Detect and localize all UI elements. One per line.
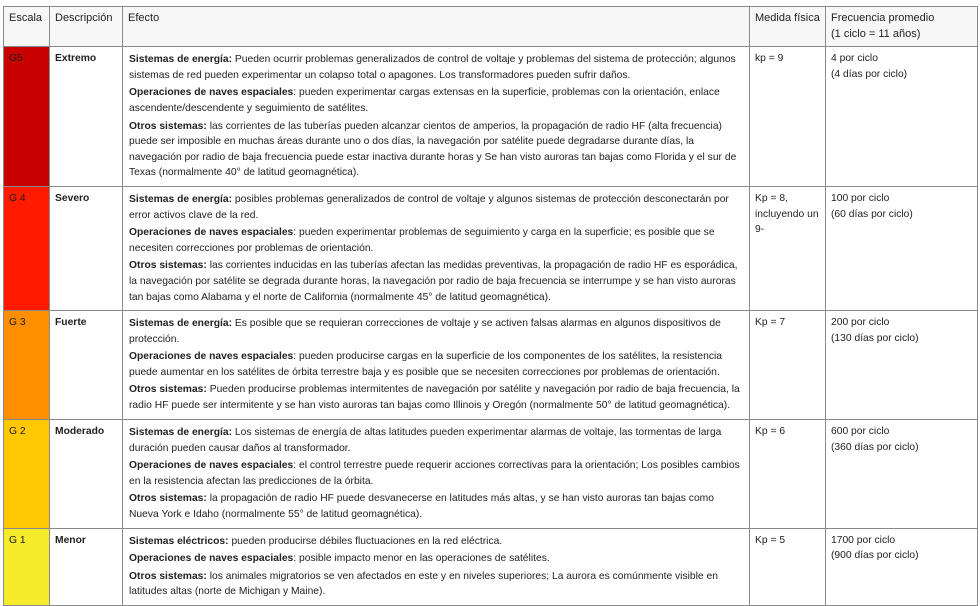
effect-power — [129, 316, 743, 347]
effect-label: Sistemas eléctricos: — [129, 535, 229, 547]
header-frequency-subtitle: (1 ciclo = 11 años) — [831, 27, 921, 40]
effect-other — [129, 491, 743, 522]
frequency-days: (360 días por ciclo) — [831, 441, 919, 453]
effect-label: Otros sistemas: — [129, 570, 207, 582]
effect-text: las corrientes inducidas en las tuberías afectan las medidas preventivas, la propagación de radio HF es esporádica, la navegación por satélite se degrada durante horas, la navegación por radio de baja frecuencia se interrumpe y se han visto auroras tan bajas como Alabama y el norte de California (normalmente 45° de latitud geomagnética). — [129, 260, 738, 303]
effect-spacecraft — [129, 551, 743, 567]
effect-label: Sistemas de energía: — [129, 427, 233, 439]
header-effect: Efecto — [123, 7, 750, 47]
header-row — [4, 7, 978, 47]
header-physical-measure: Medida física — [750, 7, 826, 47]
effect-label: Sistemas de energía: — [129, 318, 233, 330]
effect-label: Otros sistemas: — [129, 260, 207, 272]
table-row-g5 — [4, 47, 978, 187]
effect-spacecraft — [129, 85, 743, 116]
effect-text: : el control terrestre puede requerir acciones correctivas para la orientación; Los posibles cambios en la resistencia afectan las predicciones de la órbita. — [129, 460, 740, 487]
effect-text: la propagación de radio HF puede desvanecerse en latitudes más altas, y se han visto auroras tan bajas como Nueva York e Idaho (normalmente 55° de latitud geomagnética). — [129, 493, 714, 521]
frequency-days: (900 días por ciclo) — [831, 550, 919, 562]
table-row-g4 — [4, 186, 978, 310]
effect-text: posibles problemas generalizados de control de voltaje y algunos sistemas de protección desconectarán por error activos clave de la red. — [129, 193, 729, 221]
frequency-count: 1700 por ciclo — [831, 534, 896, 546]
header-description: Descripción — [50, 7, 123, 47]
frequency-cell-g2 — [826, 420, 978, 529]
effect-other — [129, 258, 743, 305]
frequency-cell-g3 — [826, 311, 978, 420]
description-cell-g5: Extremo — [50, 47, 123, 187]
scale-cell-g2: G 2 — [4, 420, 50, 529]
geomagnetic-storm-scale-table — [3, 6, 978, 606]
effect-text: las corrientes de las tuberías pueden alcanzar cientos de amperios, la propagación de radio HF (alta frecuencia) puede ser imposible en muchas áreas durante uno o dos días, la navegación por satélite puede degradarse durante días, la navegación por radio de baja frecuencia puede estar inactiva durante horas y Se han visto auroras tan bajas como Florida y el sur de Texas (normalmente 40° de latitud geomagnética). — [129, 120, 737, 179]
physical-measure-cell-g2: Kp = 6 — [750, 420, 826, 529]
header-frequency — [826, 7, 978, 47]
scale-cell-g3: G 3 — [4, 311, 50, 420]
description-cell-g1: Menor — [50, 528, 123, 605]
frequency-count: 600 por ciclo — [831, 426, 890, 438]
effect-text: : pueden experimentar problemas de seguimiento y carga en la superficie; es posible que se necesiten correcciones por problemas de orientación. — [129, 227, 715, 254]
effect-cell-g4 — [123, 186, 750, 310]
effect-label: Sistemas de energía: — [129, 54, 233, 66]
effect-label: Operaciones de naves espaciales — [129, 351, 294, 363]
scale-cell-g5: G5 — [4, 47, 50, 187]
frequency-days: (130 días por ciclo) — [831, 332, 919, 344]
effect-text: : pueden producirse cargas en la superficie de los componentes de los satélites, la resistencia puede aumentar en los satélites de órbita terrestre baja y es posible que se necesiten correcciones por problemas de orientación. — [129, 351, 722, 378]
effect-label: Otros sistemas: — [129, 120, 207, 132]
header-scale: Escala — [4, 7, 50, 47]
effect-power — [129, 52, 743, 83]
scale-cell-g1: G 1 — [4, 528, 50, 605]
effect-other — [129, 119, 743, 181]
effect-spacecraft — [129, 349, 743, 380]
scale-cell-g4: G 4 — [4, 186, 50, 310]
description-cell-g4: Severo — [50, 186, 123, 310]
effect-label: Operaciones de naves espaciales — [129, 460, 294, 472]
effect-text: : pueden experimentar cargas extensas en la superficie, problemas con la orientación, enlace ascendente/descendente y seguimiento de satélites. — [129, 87, 720, 114]
effect-label: Otros sistemas: — [129, 384, 207, 396]
effect-text: : posible impacto menor en las operaciones de satélites. — [293, 553, 550, 565]
effect-text: Los sistemas de energía de altas latitudes pueden experimentar alarmas de voltaje, las tormentas de larga duración pueden causar daños al transformador. — [129, 427, 722, 454]
header-frequency-title: Frecuencia promedio — [831, 12, 935, 24]
effect-label: Otros sistemas: — [129, 493, 207, 505]
physical-measure-cell-g1: Kp = 5 — [750, 528, 826, 605]
effect-text: los animales migratorios se ven afectados en este y en niveles superiores; La aurora es comúnmente visible en latitudes altas (norte de Michigan y Maine). — [129, 570, 718, 598]
effect-power — [129, 425, 743, 456]
effect-power — [129, 534, 743, 550]
frequency-cell-g1 — [826, 528, 978, 605]
description-cell-g2: Moderado — [50, 420, 123, 529]
effect-cell-g3 — [123, 311, 750, 420]
effect-other — [129, 382, 743, 413]
frequency-count: 100 por ciclo — [831, 192, 890, 204]
frequency-cell-g4 — [826, 186, 978, 310]
effect-other — [129, 569, 743, 600]
effect-text: Pueden ocurrir problemas generalizados de control de voltaje y problemas del sistema de protección; algunos sistemas de red pueden experimentar un colapso total o apagones. Los transformadores pueden sufrir daños. — [129, 54, 736, 81]
physical-measure-cell-g4: Kp = 8, incluyendo un 9- — [750, 186, 826, 310]
frequency-count: 4 por ciclo — [831, 53, 878, 65]
table-row-g3 — [4, 311, 978, 420]
effect-spacecraft — [129, 225, 743, 256]
table-row-g2 — [4, 420, 978, 529]
effect-cell-g2 — [123, 420, 750, 529]
frequency-days: (60 días por ciclo) — [831, 208, 913, 220]
effect-text: Es posible que se requieran correcciones de voltaje y se activen falsas alarmas en algunos dispositivos de protección. — [129, 318, 721, 345]
physical-measure-cell-g3: Kp = 7 — [750, 311, 826, 420]
effect-power — [129, 192, 743, 223]
effect-label: Operaciones de naves espaciales — [129, 87, 294, 99]
effect-cell-g5 — [123, 47, 750, 187]
effect-label: Sistemas de energía: — [129, 193, 233, 205]
table-row-g1 — [4, 528, 978, 605]
effect-spacecraft — [129, 458, 743, 489]
effect-label: Operaciones de naves espaciales — [129, 227, 294, 239]
effect-cell-g1 — [123, 528, 750, 605]
effect-text: pueden producirse débiles fluctuaciones en la red eléctrica. — [228, 535, 503, 547]
description-cell-g3: Fuerte — [50, 311, 123, 420]
effect-text: Pueden producirse problemas intermitentes de navegación por satélite y navegación por radio de baja frecuencia, la radio HF puede ser intermitente y se han visto auroras tan bajas como Illinois y Oregón (normalmente 50° de latitud geomagnética). — [129, 384, 740, 412]
frequency-cell-g5 — [826, 47, 978, 187]
frequency-count: 200 por ciclo — [831, 317, 890, 329]
physical-measure-cell-g5: kp = 9 — [750, 47, 826, 187]
frequency-days: (4 días por ciclo) — [831, 68, 908, 80]
effect-label: Operaciones de naves espaciales — [129, 553, 294, 565]
